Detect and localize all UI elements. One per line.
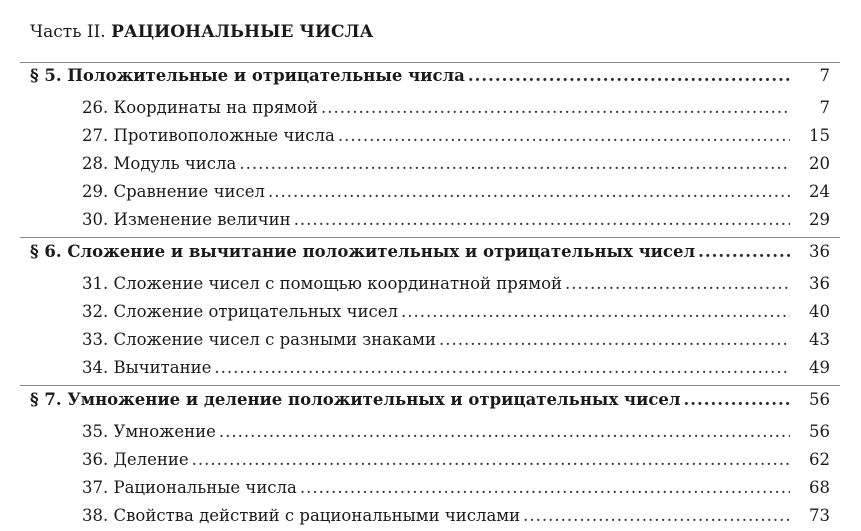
toc-item-28[interactable] [82, 150, 830, 178]
page-number: 56 [809, 390, 830, 409]
dot-leader [439, 326, 790, 354]
item-title: 27. Противоположные числа [82, 126, 335, 145]
toc-item-32[interactable] [82, 298, 830, 326]
toc-section-7[interactable] [30, 386, 830, 414]
part-name: РАЦИОНАЛЬНЫЕ ЧИСЛА [111, 22, 374, 42]
item-title: 26. Координаты на прямой [82, 98, 318, 117]
toc-item-38[interactable] [82, 502, 830, 530]
section-title: § 7. Умножение и деление положительных и отрицательных чисел [30, 390, 681, 409]
dot-leader [468, 62, 790, 90]
page-number: 40 [809, 302, 830, 321]
item-title: 31. Сложение чисел с помощью координатной прямой [82, 274, 562, 293]
toc-item-29[interactable] [82, 178, 830, 206]
dot-leader [294, 206, 790, 234]
dot-leader [268, 178, 790, 206]
item-title: 34. Вычитание [82, 358, 212, 377]
dot-leader [338, 122, 790, 150]
toc-item-27[interactable] [82, 122, 830, 150]
page-number: 68 [809, 478, 830, 497]
item-title: 32. Сложение отрицательных чисел [82, 302, 398, 321]
toc-section-5[interactable] [30, 62, 830, 90]
page-number: 36 [809, 274, 830, 293]
dot-leader [300, 474, 790, 502]
section-title: § 6. Сложение и вычитание положительных и отрицательных чисел [30, 242, 696, 261]
section-title: § 5. Положительные и отрицательные числа [30, 66, 465, 85]
dot-leader [321, 94, 790, 122]
page-number: 24 [809, 182, 830, 201]
dot-leader [239, 150, 790, 178]
page-number: 7 [819, 98, 830, 117]
page-number: 15 [809, 126, 830, 145]
page-number: 49 [809, 358, 830, 377]
dot-leader [214, 354, 790, 382]
item-title: 30. Изменение величин [82, 210, 291, 229]
item-title: 28. Модуль числа [82, 154, 237, 173]
page-number: 20 [809, 154, 830, 173]
page-number: 36 [809, 242, 830, 261]
toc-item-35[interactable] [82, 418, 830, 446]
toc-section-6[interactable] [30, 238, 830, 266]
page-number: 73 [809, 506, 830, 525]
item-title: 37. Рациональные числа [82, 478, 297, 497]
page-number: 43 [809, 330, 830, 349]
item-title: 29. Сравнение чисел [82, 182, 265, 201]
dot-leader [219, 418, 790, 446]
part-title [30, 22, 373, 42]
item-title: 35. Умножение [82, 422, 216, 441]
item-title: 38. Свойства действий с рациональными числами [82, 506, 521, 525]
dot-leader [684, 386, 790, 414]
item-title: 33. Сложение чисел с разными знаками [82, 330, 437, 349]
toc-item-34[interactable] [82, 354, 830, 382]
dot-leader [565, 270, 790, 298]
toc-item-36[interactable] [82, 446, 830, 474]
toc-item-30[interactable] [82, 206, 830, 234]
toc-item-26[interactable] [82, 94, 830, 122]
dot-leader [523, 502, 790, 530]
page-number: 62 [809, 450, 830, 469]
toc-item-33[interactable] [82, 326, 830, 354]
item-title: 36. Деление [82, 450, 189, 469]
dot-leader [192, 446, 790, 474]
page-number: 56 [809, 422, 830, 441]
dot-leader [698, 238, 790, 266]
dot-leader [401, 298, 790, 326]
toc-item-37[interactable] [82, 474, 830, 502]
page-number: 7 [819, 66, 830, 85]
page-number: 29 [809, 210, 830, 229]
toc-item-31[interactable] [82, 270, 830, 298]
part-prefix: Часть II. [30, 22, 106, 42]
